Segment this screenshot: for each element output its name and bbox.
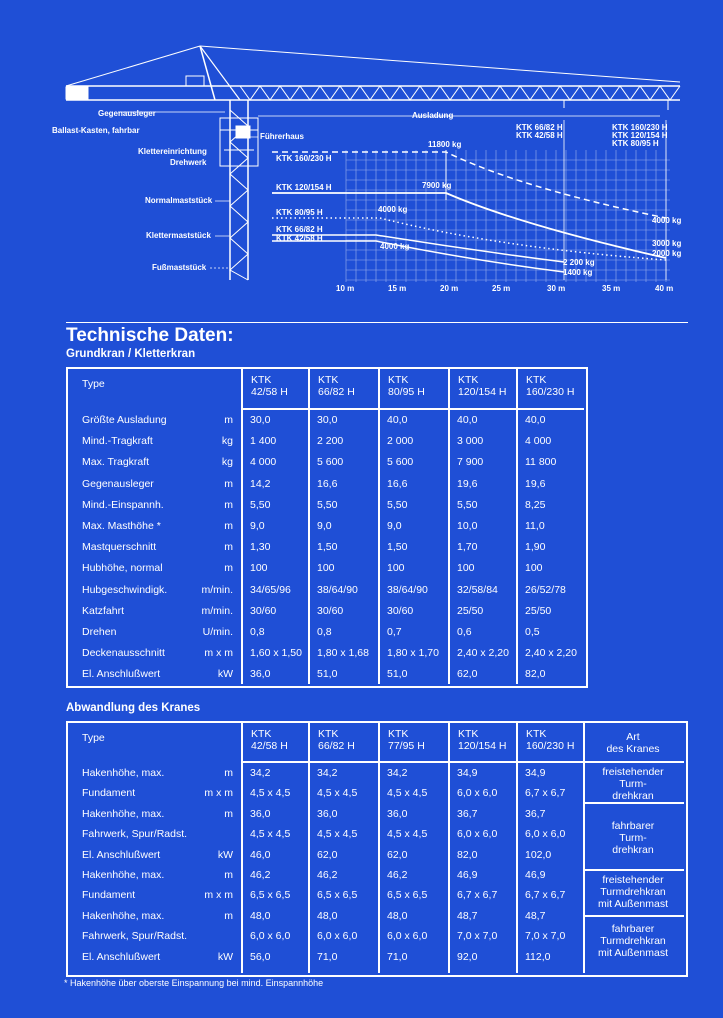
load-1400: 1400 kg — [563, 268, 593, 277]
table-cell: 100 — [387, 562, 405, 575]
table-cell: 100 — [525, 562, 543, 575]
table-cell: 0,7 — [387, 626, 402, 638]
row-label: Fahrwerk, Spur/Radst. — [82, 930, 188, 943]
label-normalmast: Normalmaststück — [145, 196, 213, 205]
curve-label-ktk80: KTK 80/95 H — [276, 208, 323, 217]
table-cell: 7,0 x 7,0 — [525, 930, 566, 943]
table-cell: 82,0 — [457, 848, 478, 861]
table-cell: 9,0 — [387, 520, 402, 532]
row-unit: m — [224, 498, 233, 511]
row-unit: m — [224, 520, 233, 532]
table-cell: 25/50 — [457, 604, 484, 617]
table-cell: 51,0 — [387, 668, 408, 681]
table-cell: 100 — [250, 562, 268, 575]
axis-tick: 35 m — [602, 284, 621, 293]
table-cell: 1,90 — [525, 541, 546, 554]
label-drehwerk: Drehwerk — [170, 158, 207, 167]
table-cell: 8,25 — [525, 498, 546, 511]
table-cell: 48,0 — [387, 909, 408, 922]
table-cell: 36,0 — [250, 807, 271, 820]
table-cell: 38/64/90 — [317, 583, 358, 596]
label-fussmast: Fußmaststück — [152, 263, 207, 272]
row-unit: kW — [217, 848, 233, 861]
art-group: freistehender Turm- drehkran — [602, 766, 664, 802]
row-label: Hakenhöhe, max. — [82, 869, 165, 881]
column-header: KTK 80/95 H — [388, 374, 425, 398]
row-label: Mind.-Tragkraft — [82, 435, 153, 448]
top-label-ktk66: KTK 66/82 H — [516, 123, 563, 132]
axis-tick: 25 m — [492, 284, 511, 293]
table-cell: 1,80 x 1,68 — [317, 647, 369, 660]
row-unit: kW — [217, 950, 233, 963]
table-cell: 46,2 — [250, 869, 271, 881]
table-cell: 2,40 x 2,20 — [525, 647, 577, 660]
row-unit: m — [224, 414, 233, 426]
column-header: KTK 160/230 H — [526, 374, 575, 398]
table-cell: 40,0 — [387, 414, 408, 426]
table-cell: 4,5 x 4,5 — [387, 787, 428, 800]
table-cell: 30/60 — [317, 604, 344, 617]
table-cell: 16,6 — [387, 477, 408, 490]
table-cell: 62,0 — [387, 848, 408, 861]
type-label: Type — [82, 378, 105, 390]
section2-subtitle: Abwandlung des Kranes — [66, 702, 201, 714]
label-klettereinrichtung: Klettereinrichtung — [138, 147, 207, 156]
row-label: Mind.-Einspannh. — [82, 498, 164, 511]
row-label: Katzfahrt — [82, 604, 125, 617]
row-label: Hakenhöhe, max. — [82, 767, 165, 779]
row-label: Mastquerschnitt — [82, 541, 157, 554]
table-cell: 56,0 — [250, 950, 271, 963]
table-cell: 4,5 x 4,5 — [317, 787, 358, 800]
column-header: KTK 77/95 H — [388, 728, 425, 752]
table-cell: 62,0 — [457, 668, 478, 681]
art-group: fahrbarer Turmdrehkran mit Außenmast — [597, 923, 669, 959]
table-cell: 48,0 — [250, 909, 271, 922]
row-unit: kg — [221, 435, 233, 448]
table-cell: 100 — [317, 562, 335, 575]
load-11800: 11800 kg — [428, 140, 462, 149]
table-cell: 6,0 x 6,0 — [457, 787, 498, 800]
table-cell: 30,0 — [250, 414, 271, 426]
row-label: Hakenhöhe, max. — [82, 807, 165, 820]
table-cell: 38/64/90 — [387, 583, 428, 596]
row-unit: m — [224, 541, 233, 554]
row-label: Drehen — [82, 626, 117, 638]
label-ballast: Ballast-Kasten, fahrbar — [52, 126, 140, 135]
column-header: KTK 160/230 H — [526, 728, 575, 752]
row-unit: kW — [217, 668, 233, 681]
load-3000: 3000 kg — [652, 239, 682, 248]
table-cell: 9,0 — [317, 520, 332, 532]
divider — [66, 322, 688, 323]
column-header: KTK 120/154 H — [458, 374, 507, 398]
table-cell: 19,6 — [525, 477, 546, 490]
load-4000-a: 4000 kg — [378, 205, 408, 214]
table-cell: 1,50 — [387, 541, 408, 554]
label-ausladung: Ausladung — [412, 111, 454, 120]
load-4000-r: 4000 kg — [652, 216, 682, 225]
top-label-ktk120: KTK 120/154 H — [612, 131, 668, 140]
table-cell: 4 000 — [250, 456, 277, 469]
table-cell: 46,9 — [457, 869, 478, 881]
table-cell: 11,0 — [525, 520, 545, 532]
table-cell: 16,6 — [317, 477, 338, 490]
table-cell: 34,9 — [525, 767, 546, 779]
table-cell: 1,70 — [457, 541, 478, 554]
row-label: El. Anschlußwert — [82, 848, 161, 861]
table-cell: 6,0 x 6,0 — [525, 828, 566, 841]
row-unit: m — [224, 477, 233, 490]
table-abwandlung — [66, 721, 688, 977]
row-label: El. Anschlußwert — [82, 668, 161, 681]
table-cell: 26/52/78 — [525, 583, 566, 596]
row-label: Fahrwerk, Spur/Radst. — [82, 828, 188, 841]
label-gegenausleger: Gegenausleger — [98, 109, 156, 118]
column-header: KTK 120/154 H — [458, 728, 507, 752]
table-cell: 0,6 — [457, 626, 472, 638]
table-cell: 7 900 — [457, 456, 484, 469]
table-cell: 4,5 x 4,5 — [250, 787, 291, 800]
row-unit: m — [224, 909, 233, 922]
column-header: KTK 42/58 H — [251, 374, 288, 398]
row-label: Hubhöhe, normal — [82, 562, 163, 575]
curve-label-ktk42: KTK 42/58 H — [276, 234, 323, 243]
table-cell: 0,8 — [250, 626, 265, 638]
table-cell: 36,0 — [387, 807, 408, 820]
footnote: * Hakenhöhe über oberste Einspannung bei mind. Einspannhöhe — [64, 978, 324, 988]
table-cell: 40,0 — [525, 414, 546, 426]
table-cell: 100 — [457, 562, 475, 575]
row-unit: m x m — [204, 787, 233, 800]
table-cell: 48,0 — [317, 909, 338, 922]
table-cell: 82,0 — [525, 668, 546, 681]
table-cell: 3 000 — [457, 435, 484, 448]
table-cell: 10,0 — [457, 520, 478, 532]
table-cell: 46,0 — [250, 848, 271, 861]
table-cell: 6,7 x 6,7 — [457, 889, 498, 902]
table-cell: 5 600 — [387, 456, 414, 469]
table-cell: 6,0 x 6,0 — [457, 828, 498, 841]
row-unit: kg — [221, 456, 233, 469]
crane-diagram — [0, 0, 723, 300]
table-cell: 19,6 — [457, 477, 478, 490]
table-cell: 34,2 — [317, 767, 338, 779]
table-cell: 6,5 x 6,5 — [250, 889, 291, 902]
load-7900: 7900 kg — [422, 181, 452, 190]
table-cell: 30/60 — [387, 604, 414, 617]
table-cell: 71,0 — [317, 950, 338, 963]
label-klettermast: Klettermaststück — [146, 231, 211, 240]
table-cell: 46,2 — [387, 869, 408, 881]
table-cell: 46,9 — [525, 869, 546, 881]
table-cell: 1,80 x 1,70 — [387, 647, 439, 660]
table-cell: 4,5 x 4,5 — [387, 828, 428, 841]
table-cell: 2 000 — [387, 435, 414, 448]
table-cell: 5,50 — [317, 498, 338, 511]
table-cell: 1,30 — [250, 541, 271, 554]
table-cell: 34/65/96 — [250, 583, 291, 596]
row-unit: m x m — [204, 889, 233, 902]
table-cell: 6,0 x 6,0 — [387, 930, 428, 943]
axis-tick: 40 m — [655, 284, 674, 293]
table-cell: 34,2 — [387, 767, 408, 779]
table-cell: 5 600 — [317, 456, 344, 469]
curve-label-ktk160: KTK 160/230 H — [276, 154, 332, 163]
row-unit: m/min. — [201, 583, 233, 596]
table-cell: 71,0 — [387, 950, 408, 963]
row-unit: m x m — [204, 647, 233, 660]
axis-tick: 20 m — [440, 284, 459, 293]
section1-subtitle: Grundkran / Kletterkran — [66, 348, 196, 360]
table-cell: 62,0 — [317, 848, 338, 861]
table-cell: 6,7 x 6,7 — [525, 889, 566, 902]
table-cell: 34,9 — [457, 767, 478, 779]
table-cell: 48,7 — [457, 909, 478, 922]
axis-tick: 30 m — [547, 284, 566, 293]
table-cell: 34,2 — [250, 767, 271, 779]
load-2000: 2000 kg — [652, 249, 682, 258]
table-cell: 5,50 — [250, 498, 271, 511]
row-unit: U/min. — [202, 626, 233, 638]
label-fuehrerhaus: Führerhaus — [260, 132, 305, 141]
table-cell: 6,5 x 6,5 — [387, 889, 428, 902]
row-unit: m — [224, 807, 233, 820]
row-label: Max. Masthöhe * — [82, 520, 161, 532]
table-cell: 7,0 x 7,0 — [457, 930, 498, 943]
table-cell: 32/58/84 — [457, 583, 498, 596]
axis-tick: 15 m — [388, 284, 407, 293]
table-cell: 14,2 — [250, 477, 271, 490]
axis-tick: 10 m — [336, 284, 355, 293]
top-label-ktk80: KTK 80/95 H — [612, 139, 659, 148]
table-cell: 36,0 — [317, 807, 338, 820]
row-label: Fundament — [82, 787, 136, 800]
table-cell: 1,50 — [317, 541, 338, 554]
table-cell: 48,7 — [525, 909, 546, 922]
table-cell: 4,5 x 4,5 — [250, 828, 291, 841]
table-cell: 36,7 — [457, 807, 478, 820]
table-cell: 6,5 x 6,5 — [317, 889, 358, 902]
table-cell: 11 800 — [525, 456, 557, 469]
row-label: Fundament — [82, 889, 136, 902]
table-cell: 102,0 — [525, 848, 552, 861]
table-cell: 1 400 — [250, 435, 277, 448]
row-label: Gegenausleger — [82, 477, 154, 490]
art-group: freistehender Turmdrehkran mit Außenmast — [597, 874, 669, 910]
table-cell: 30/60 — [250, 604, 277, 617]
row-label: Größte Ausladung — [82, 414, 167, 426]
row-unit: m/min. — [201, 604, 233, 617]
column-header: KTK 66/82 H — [318, 374, 355, 398]
art-group: fahrbarer Turm- drehkran — [611, 820, 655, 856]
table-cell: 112,0 — [525, 950, 551, 963]
row-label: Hakenhöhe, max. — [82, 909, 165, 922]
row-unit: m — [224, 562, 233, 575]
table-grundkran — [66, 367, 588, 688]
curve-label-ktk120: KTK 120/154 H — [276, 183, 332, 192]
table-cell: 51,0 — [317, 668, 338, 681]
table-cell: 92,0 — [457, 950, 478, 963]
table-cell: 0,5 — [525, 626, 540, 638]
table-cell: 4 000 — [525, 435, 552, 448]
top-label-ktk160: KTK 160/230 H — [612, 123, 668, 132]
table-cell: 40,0 — [457, 414, 478, 426]
table-cell: 5,50 — [457, 498, 478, 511]
column-header: KTK 42/58 H — [251, 728, 288, 752]
table-cell: 30,0 — [317, 414, 338, 426]
type-label: Type — [82, 732, 105, 744]
table-cell: 2 200 — [317, 435, 344, 448]
load-4000-b: 4000 kg — [380, 242, 410, 251]
table-cell: 9,0 — [250, 520, 265, 532]
table-cell: 6,7 x 6,7 — [525, 787, 566, 800]
table-cell: 4,5 x 4,5 — [317, 828, 358, 841]
row-label: Max. Tragkraft — [82, 456, 150, 469]
row-unit: m — [224, 869, 233, 881]
table-cell: 2,40 x 2,20 — [457, 647, 509, 660]
table-cell: 1,60 x 1,50 — [250, 647, 302, 660]
table-cell: 36,0 — [250, 668, 271, 681]
table-cell: 5,50 — [387, 498, 408, 511]
table-cell: 25/50 — [525, 604, 552, 617]
column-header: KTK 66/82 H — [318, 728, 355, 752]
row-label: Hubgeschwindigk. — [82, 583, 168, 596]
row-unit: m — [224, 767, 233, 779]
top-label-ktk42: KTK 42/58 H — [516, 131, 563, 140]
art-header: Art des Kranes — [606, 731, 660, 755]
row-label: El. Anschlußwert — [82, 950, 161, 963]
table-cell: 6,0 x 6,0 — [317, 930, 358, 943]
table-cell: 0,8 — [317, 626, 332, 638]
row-label: Deckenausschnitt — [82, 647, 165, 660]
crane-drawing — [0, 0, 723, 300]
table-cell: 36,7 — [525, 807, 546, 820]
load-2200: 2 200 kg — [563, 258, 595, 267]
curve-label-ktk66: KTK 66/82 H — [276, 225, 323, 234]
page-title: Technische Daten: — [66, 325, 234, 346]
table-cell: 46,2 — [317, 869, 338, 881]
table-cell: 6,0 x 6,0 — [250, 930, 291, 943]
